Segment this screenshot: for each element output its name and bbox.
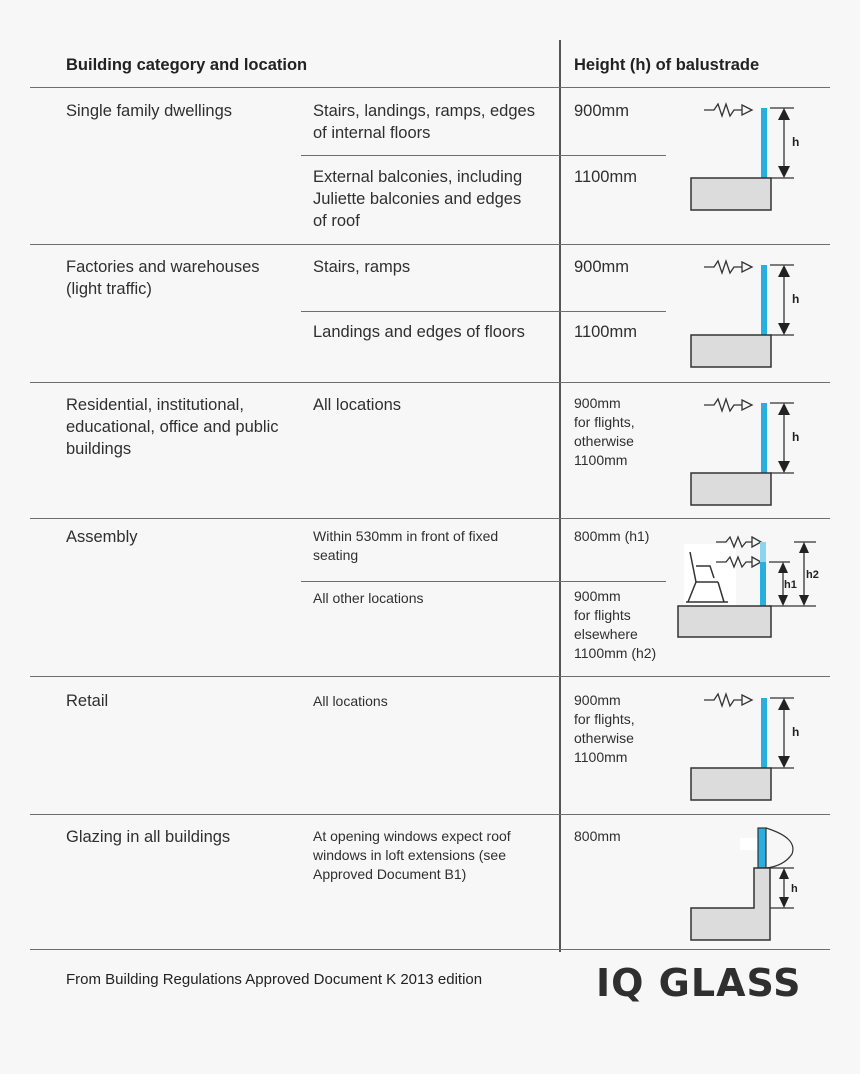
- floor-slab: [691, 335, 771, 367]
- height-cell: 800mm: [574, 828, 621, 844]
- glass-panel: [760, 562, 766, 606]
- wall-section: [691, 868, 770, 940]
- category-cell: Glazing in all buildings: [66, 828, 231, 846]
- dimension-label-h2: h2: [806, 569, 819, 581]
- seat-backdrop: [684, 544, 736, 606]
- glass-panel: [761, 698, 767, 768]
- location-cell: All locations: [313, 396, 402, 414]
- brand-logo: IQ GLASS: [596, 961, 802, 1005]
- dimension-label: h: [792, 292, 800, 306]
- header-height: Height (h) of balustrade: [574, 56, 760, 74]
- category-cell: Factories and warehouses (light traffic): [66, 258, 260, 298]
- location-cell: All locations: [313, 693, 388, 709]
- balustrade-diagram: [680, 98, 820, 218]
- row-divider: [30, 518, 830, 519]
- category-cell: Retail: [66, 692, 109, 710]
- category-cell: Assembly: [66, 528, 138, 546]
- floor-slab: [691, 473, 771, 505]
- height-cell: 1100mm: [574, 323, 637, 341]
- floor-slab: [691, 768, 771, 800]
- category-cell: Single family dwellings: [66, 102, 232, 120]
- glass-panel: [761, 403, 767, 473]
- floor-slab: [691, 178, 771, 210]
- floor-slab: [678, 606, 771, 637]
- location-cell: External balconies, including Juliette balconies and edges of roof: [313, 168, 523, 230]
- dimension-label-h1: h1: [784, 579, 797, 591]
- location-cell: Stairs, ramps: [313, 258, 411, 276]
- row-divider: [30, 87, 830, 88]
- sub-row-divider: [301, 311, 666, 312]
- row-divider: [30, 244, 830, 245]
- row-divider: [30, 949, 830, 950]
- balustrade-diagram: [680, 688, 820, 808]
- window-swing-arc: [766, 828, 793, 868]
- dimension-label: h: [792, 430, 800, 444]
- glass-panel: [761, 265, 767, 335]
- location-cell: Within 530mm in front of fixed seating: [313, 528, 499, 563]
- height-cell: 900mm for flights elsewhere 1100mm (h2): [574, 588, 657, 661]
- location-cell: At opening windows expect roof windows in loft extensions (see Approved Document B1): [313, 828, 511, 882]
- height-cell: 1100mm: [574, 168, 637, 186]
- category-cell: Residential, institutional, educational, office and public buildings: [66, 396, 279, 458]
- window-glazing-diagram: [680, 824, 820, 946]
- location-cell: Stairs, landings, ramps, edges of internal floors: [313, 102, 535, 142]
- assembly-balustrade-diagram: [676, 532, 836, 642]
- sub-row-divider: [301, 581, 666, 582]
- dimension-label: h: [791, 883, 798, 895]
- height-cell: 900mm for flights, otherwise 1100mm: [574, 395, 635, 468]
- row-divider: [30, 814, 830, 815]
- sub-row-divider: [301, 155, 666, 156]
- height-cell: 900mm for flights, otherwise 1100mm: [574, 692, 635, 765]
- row-divider: [30, 382, 830, 383]
- height-cell: 800mm (h1): [574, 528, 650, 544]
- row-divider: [30, 676, 830, 677]
- glass-panel-upper: [760, 542, 766, 562]
- dimension-label: h: [792, 725, 800, 739]
- balustrade-diagram: [680, 255, 820, 375]
- dimension-label: h: [792, 135, 800, 149]
- glass-panel: [761, 108, 767, 178]
- source-note: From Building Regulations Approved Document K 2013 edition: [66, 971, 483, 988]
- location-cell: Landings and edges of floors: [313, 323, 525, 341]
- column-divider: [559, 40, 561, 952]
- height-cell: 900mm: [574, 258, 630, 276]
- location-cell: All other locations: [313, 590, 424, 606]
- header-category: Building category and location: [66, 56, 308, 74]
- glass-panel: [758, 828, 766, 868]
- balustrade-diagram: [680, 393, 820, 513]
- height-cell: 900mm: [574, 102, 630, 120]
